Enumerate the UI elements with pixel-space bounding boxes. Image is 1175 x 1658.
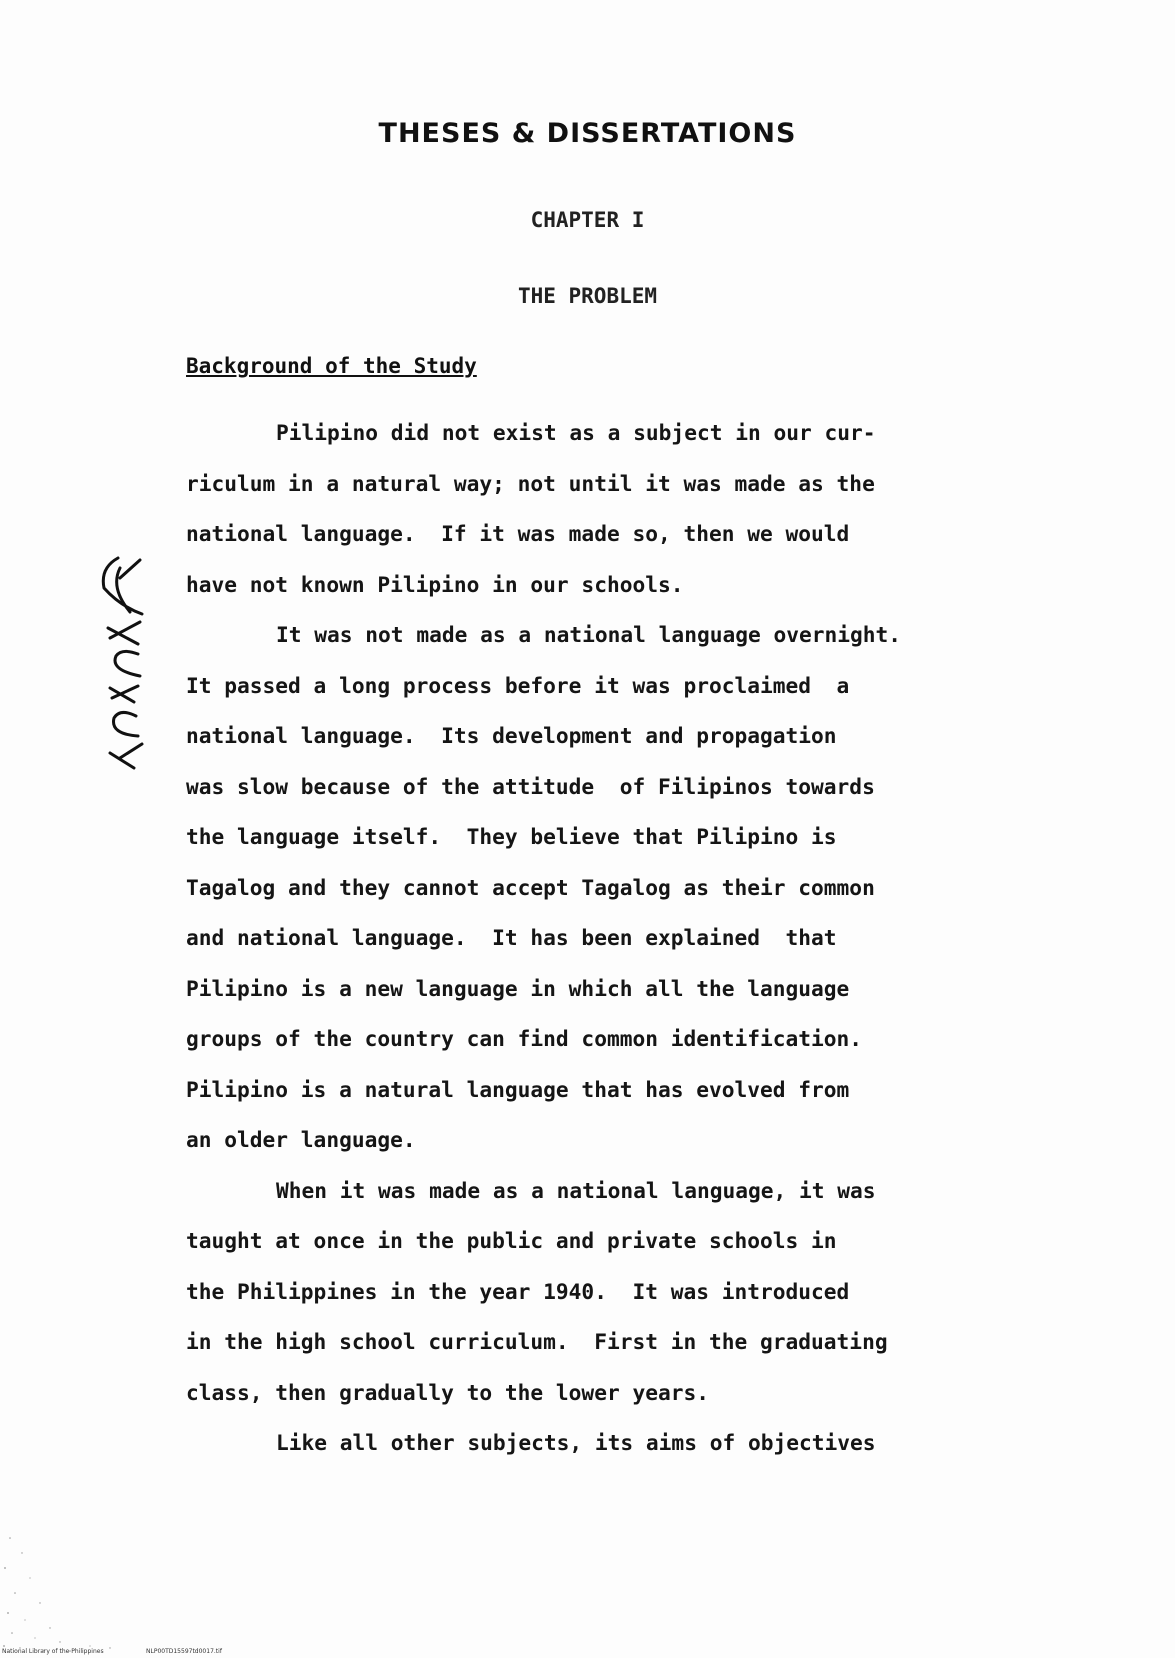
text-line: Pilipino is a natural language that has evolved from: [186, 1076, 850, 1102]
text-line: class, then gradually to the lower years.: [186, 1379, 709, 1405]
section-heading: Background of the Study: [186, 354, 477, 378]
text-line: Like all other subjects, its aims of objectives: [276, 1430, 876, 1455]
text-line: in the high school curriculum. First in the graduating: [186, 1329, 888, 1354]
body-text: [186, 408, 1026, 1469]
text-line: was slow because of the attitude of Filipinos towards: [186, 773, 875, 799]
text-line: It was not made as a national language overnight.: [276, 622, 902, 647]
chapter-heading: CHAPTER I: [530, 208, 645, 232]
chapter-title: THE PROBLEM: [517, 284, 658, 308]
text-line: an older language.: [186, 1127, 416, 1152]
text-line: national language. Its development and propagation: [186, 723, 837, 748]
handwritten-accession-mark: [90, 548, 154, 773]
footer-file-name: NLP00TD15597td0017.tif: [146, 1648, 222, 1655]
text-line: Pilipino is a new language in which all the language: [186, 975, 850, 1001]
footer-library-name: National Library of the Philippines: [2, 1648, 104, 1655]
scan-noise: [0, 1508, 140, 1658]
text-line: groups of the country can find common identification.: [186, 1026, 863, 1051]
text-line: taught at once in the public and private schools in: [186, 1228, 837, 1253]
text-line: the Philippines in the year 1940. It was introduced: [186, 1278, 850, 1304]
text-line: When it was made as a national language, it was: [276, 1177, 876, 1203]
text-line: It passed a long process before it was proclaimed a: [186, 672, 850, 698]
text-line: Pilipino did not exist as a subject in our cur-: [276, 420, 876, 445]
theses-dissertations-stamp: THESES & DISSERTATIONS: [378, 118, 797, 149]
text-line: the language itself. They believe that Pilipino is: [186, 824, 837, 849]
text-line: and national language. It has been explained that: [186, 925, 837, 950]
text-line: national language. If it was made so, then we would: [186, 521, 850, 546]
text-line: have not known Pilipino in our schools.: [186, 571, 684, 597]
text-line: Tagalog and they cannot accept Tagalog as their common: [186, 874, 875, 900]
text-line: riculum in a natural way; not until it was made as the: [186, 470, 875, 496]
